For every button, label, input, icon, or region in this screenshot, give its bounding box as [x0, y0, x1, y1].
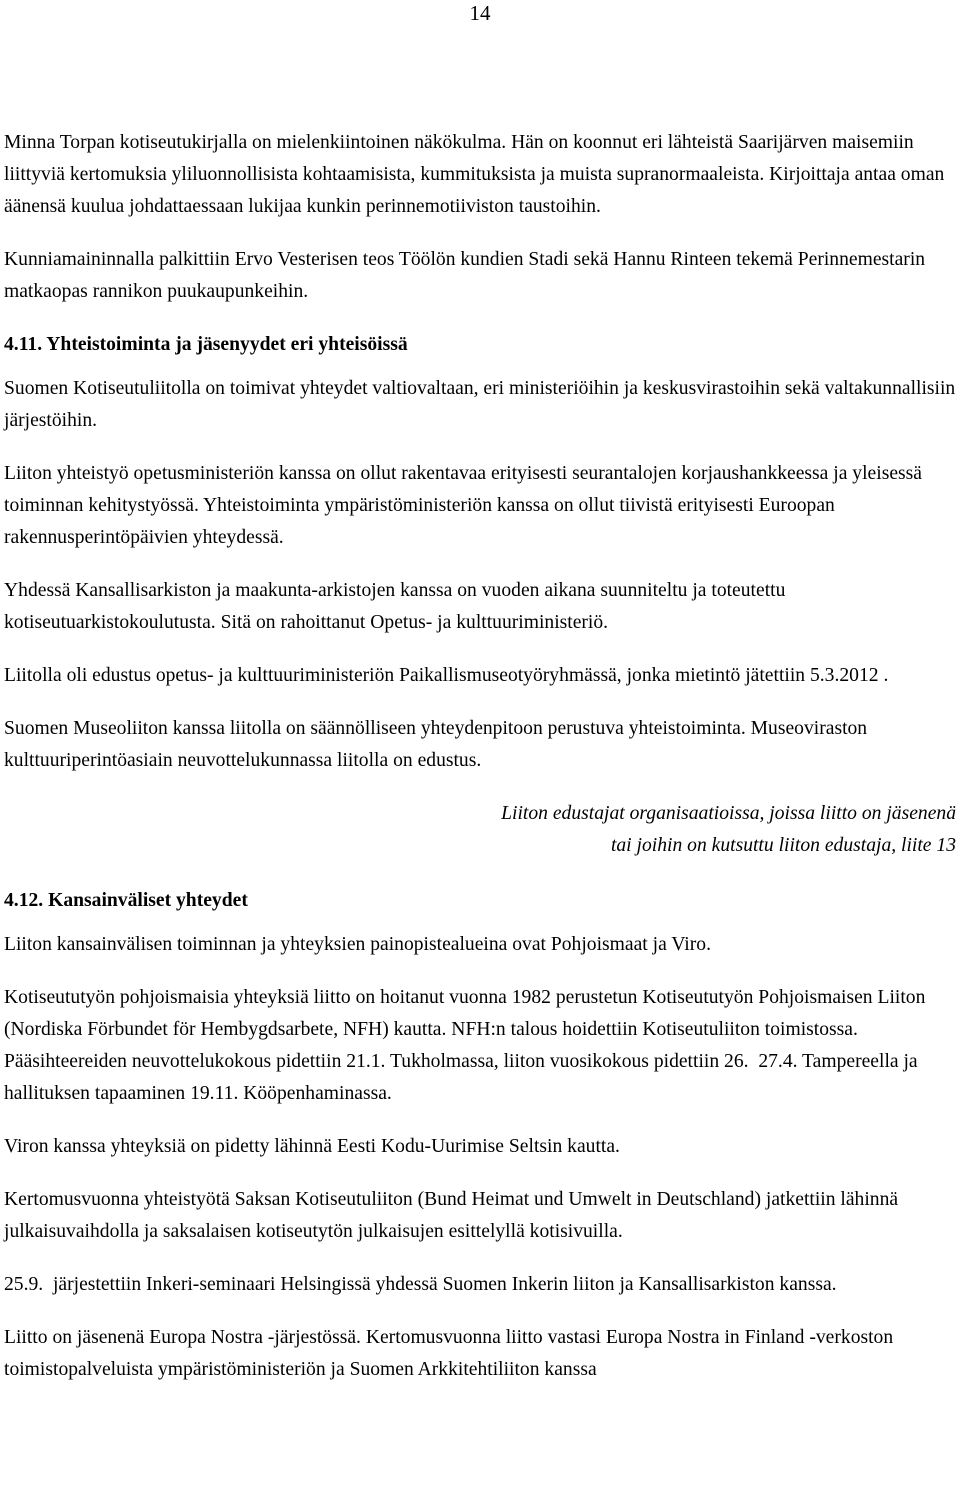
page-number: 14: [469, 1, 491, 25]
paragraph: Viron kanssa yhteyksiä on pidetty lähinnä Eesti Kodu-Uurimise Seltsin kautta.: [4, 1136, 620, 1157]
section-heading-4-12: 4.12. Kansainväliset yhteydet: [4, 890, 248, 911]
paragraph: Liitto on jäsenenä Europa Nostra -järjestössä. Kertomusvuonna liitto vastasi Europa Nostra in Finland -verkoston toimistopalveluista ympäristöministeriön ja Suomen Arkkitehtiliiton kanssa: [4, 1327, 894, 1380]
paragraph: Yhdessä Kansallisarkiston ja maakunta-arkistojen kanssa on vuoden aikana suunniteltu ja toteutettu kotiseutuarkistokoulutusta. Sitä on rahoittanut Opetus- ja kulttuuriministeriö.: [4, 580, 786, 633]
paragraph: Suomen Museoliiton kanssa liitolla on säännölliseen yhteydenpitoon perustuva yhteistoiminta. Museoviraston kulttuuriperintöasiain neuvottelukunnassa liitolla on edustus.: [4, 718, 868, 771]
paragraph: Liiton kansainvälisen toiminnan ja yhteyksien painopistealueina ovat Pohjoismaat ja Viro.: [4, 934, 711, 955]
section-heading-4-11: 4.11. Yhteistoiminta ja jäsenyydet eri yhteisöissä: [4, 334, 408, 355]
paragraph: Liiton yhteistyö opetusministeriön kanssa on ollut rakentavaa erityisesti seurantalojen korjaushankkeessa ja yleisessä toiminnan kehitystyössä. Yhteistoiminta ympäristöministeriön kanssa on ollut tiivistä erityisesti Euroopan rakennusperintöpäivien yhteydessä.: [4, 463, 922, 548]
appendix-caption-line: tai joihin on kutsuttu liiton edustaja, liite 13: [610, 835, 956, 856]
paragraph: Kunniamaininnalla palkittiin Ervo Vesterisen teos Töölön kundien Stadi sekä Hannu Rinteen tekemä Perinnemestarin matkaopas rannikon puukaupunkeihin.: [4, 249, 926, 302]
paragraph: Liitolla oli edustus opetus- ja kulttuuriministeriön Paikallismuseotyöryhmässä, jonka mietintö jätettiin 5.3.2012 .: [4, 665, 889, 686]
paragraph: Kertomusvuonna yhteistyötä Saksan Kotiseutuliiton (Bund Heimat und Umwelt in Deutschland) jatkettiin lähinnä julkaisuvaihdolla ja saksalaisen kotiseutytön julkaisujen esittelyllä kotisivuilla.: [4, 1189, 899, 1242]
paragraph: 25.9. järjestettiin Inkeri-seminaari Helsingissä yhdessä Suomen Inkerin liiton ja Kansallisarkiston kanssa.: [4, 1274, 837, 1295]
document-body: [4, 127, 956, 1386]
paragraph: Suomen Kotiseutuliitolla on toimivat yhteydet valtiovaltaan, eri ministeriöihin ja keskusvirastoihin sekä valtakunnallisiin järjestöihin.: [4, 378, 956, 431]
paragraph: Minna Torpan kotiseutukirjalla on mielenkiintoinen näkökulma. Hän on koonnut eri lähteistä Saarijärven maisemiin liittyviä kertomuksia yliluonnollisista kohtaamisista, kummituksista ja muista supranormaaleista. Kirjoittaja antaa oman äänensä kuulua johdattaessaan lukijaa kunkin perinnemotiiviston taustoihin.: [4, 132, 945, 217]
appendix-caption-line: Liiton edustajat organisaatioissa, joissa liitto on jäsenenä: [501, 803, 956, 824]
paragraph: Kotiseututyön pohjoismaisia yhteyksiä liitto on hoitanut vuonna 1982 perustetun Kotiseututyön Pohjoismaisen Liiton (Nordiska Förbundet för Hembygdsarbete, NFH) kautta. NFH:n talous hoidettiin Kotiseutuliiton toimistossa. Pääsihteereiden neuvottelukokous pidettiin 21.1. Tukholmassa, liiton vuosikokous pidettiin 26. 27.4. Tampereella ja hallituksen tapaaminen 19.11. Kööpenhaminassa.: [4, 987, 926, 1104]
